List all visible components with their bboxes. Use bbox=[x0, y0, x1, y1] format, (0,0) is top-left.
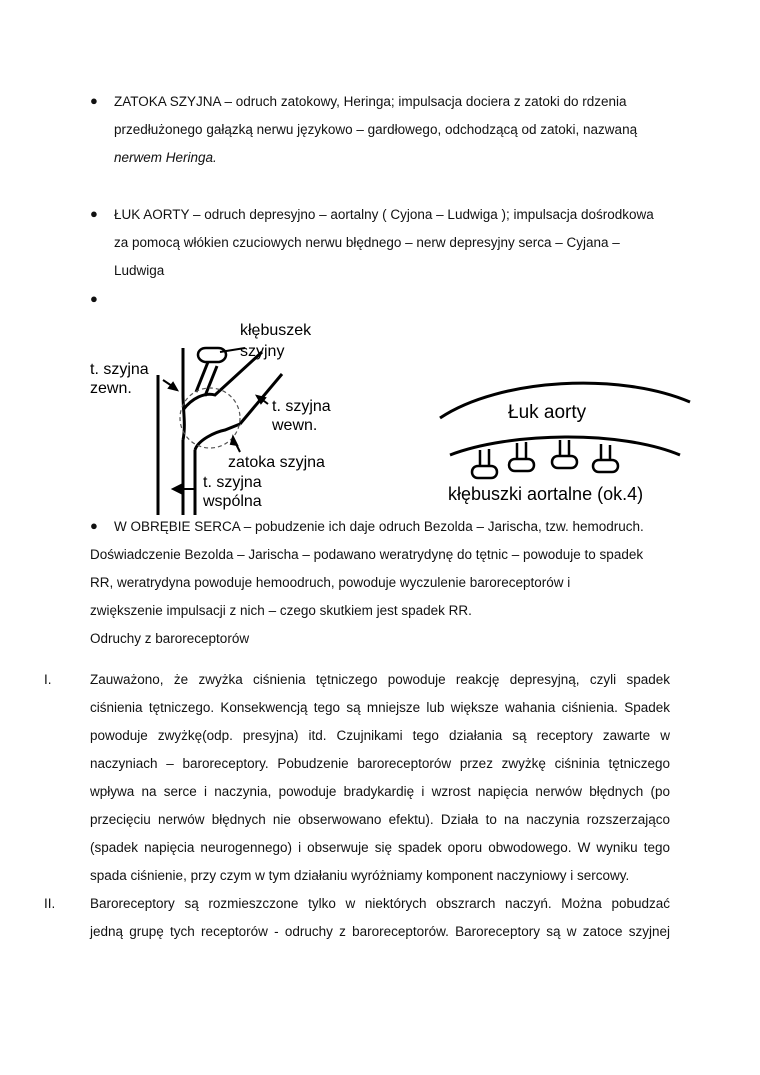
label-szyjny: szyjny bbox=[240, 343, 285, 360]
label-luk-aorty: Łuk aorty bbox=[508, 402, 587, 423]
aortic-glomus bbox=[472, 449, 497, 478]
carotid-glomus bbox=[198, 348, 226, 362]
bullet-4-line-1: W OBRĘBIE SERCA – pobudzenie ich daje odruch Bezolda – Jarischa, tzw. hemodruch. bbox=[114, 519, 644, 534]
paragraph-line: naczyniach – baroreceptory. Pobudzenie baroreceptorów przez zwyżkę ciśninia tętniczego bbox=[90, 756, 670, 771]
label-t-szyjna-wspolna: t. szyjna bbox=[203, 474, 262, 491]
bullet-mark: ● bbox=[90, 206, 98, 221]
bullet-2-line-1: ŁUK AORTY – odruch depresyjno – aortalny ( Cyjona – Ludwiga ); impulsacja dośrodkowa bbox=[114, 207, 654, 222]
sinus-dashed-circle bbox=[180, 388, 240, 448]
label-t-szyjna-zewn: t. szyjna bbox=[90, 361, 149, 378]
section-2-paragraph bbox=[90, 890, 670, 946]
label-zatoka-szyjna: zatoka szyjna bbox=[228, 454, 325, 471]
aortic-glomus bbox=[552, 440, 577, 468]
glomus-stalk bbox=[205, 366, 217, 396]
after-line-1: Doświadczenie Bezolda – Jarischa – podawano weratrydynę do tętnic – powoduje to spadek bbox=[90, 547, 644, 562]
paragraph-line: (spadek napięcia neurogennego) i obserwuje się spadek oporu obwodowego. W wyniku tego bbox=[90, 840, 670, 855]
paragraph-line: wpływa na serce i naczynia, powoduje bradykardię i wzrost napięcia nerwów błędnych (po bbox=[90, 784, 670, 799]
bullet-2-line-3: Ludwiga bbox=[114, 263, 165, 278]
aortic-glomus bbox=[509, 442, 534, 471]
paragraph-line: Zauważono, że zwyżka ciśnienia tętniczego powoduje reakcję depresyjną, czyli spadek bbox=[90, 672, 670, 687]
after-line-2: RR, weratrydyna powoduje hemoodruch, powoduje wyczulenie baroreceptorów i bbox=[90, 575, 571, 590]
bullet-1-line-1: ZATOKA SZYJNA – odruch zatokowy, Heringa; impulsacja dociera z zatoki do rdzenia bbox=[114, 94, 627, 109]
bullet-2-line-2: za pomocą włókien czuciowych nerwu błędnego – nerw depresyjny serca – Cyjana – bbox=[114, 235, 620, 250]
aortic-arch-inner bbox=[450, 437, 680, 455]
arrow-wspolna-head bbox=[173, 485, 181, 493]
bullet-1-line-2: przedłużonego gałązką nerwu językowo – gardłowego, odchodzącą od zatoki, nazwaną bbox=[114, 122, 638, 137]
arrow-zatoka-head bbox=[231, 437, 237, 445]
section-numeral: I. bbox=[44, 672, 52, 687]
after-line-3: zwiększenie impulsacji z nich – czego skutkiem jest spadek RR. bbox=[90, 603, 472, 618]
paragraph-line: powoduje zwyżkę(odp. presyjna) itd. Czujnikami tego działania są receptory zawarte w bbox=[90, 728, 670, 743]
label-klebuszki-aortalne: kłębuszki aortalne (ok.4) bbox=[448, 484, 644, 504]
baroreceptor-figure bbox=[0, 0, 760, 520]
aortic-glomus bbox=[593, 444, 618, 472]
label-wewn: wewn. bbox=[272, 417, 318, 434]
label-t-szyjna-wewn: t. szyjna bbox=[272, 398, 331, 415]
bullet-mark: ● bbox=[90, 518, 98, 533]
paragraph-line: ciśnienia tętniczego. Konsekwencją tego są mniejsze lub większe wahania ciśnienia. Spadek bbox=[90, 700, 670, 715]
paragraph-line: jedną grupę tych receptorów - odruchy z baroreceptorów. Baroreceptory są w zatoce szyjnej bbox=[90, 924, 670, 939]
paragraph-line: spada ciśnienie, przy czym w tym działaniu wyróżniamy komponent naczyniowy i sercowy. bbox=[90, 868, 630, 883]
glomus-stalk bbox=[196, 362, 208, 392]
label-wspolna: wspólna bbox=[203, 493, 262, 510]
bullet-mark: ● bbox=[90, 291, 98, 306]
label-klebuszek: kłębuszek bbox=[240, 322, 312, 339]
after-line-4-heading: Odruchy z baroreceptorów bbox=[90, 631, 250, 646]
section-numeral: II. bbox=[44, 896, 56, 911]
label-zewn: zewn. bbox=[90, 380, 132, 397]
paragraph-line: przecięciu nerwów błędnych nie obserwowano efektu). Działa to na naczynia rozszerzająco bbox=[90, 812, 670, 827]
paragraph-line: Baroreceptory są rozmieszczone tylko w niektórych obszrarch naczyń. Można pobudzać bbox=[90, 896, 670, 911]
bullet-mark: ● bbox=[90, 93, 98, 108]
nerw-heringa-text: nerwem Heringa. bbox=[114, 150, 217, 165]
section-1-paragraph bbox=[90, 666, 670, 890]
